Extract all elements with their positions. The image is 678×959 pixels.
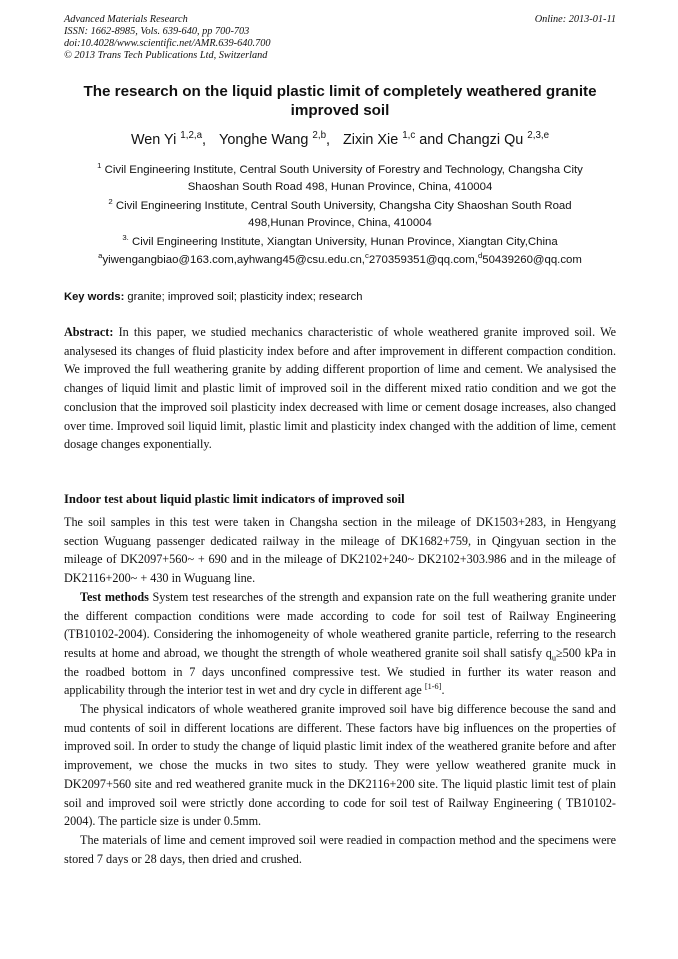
paragraph: The soil samples in this test were taken in Changsha section in the mileage of DK1503+283, in Hengyang section Wuguang passenger dedicated railway in the mileage of DK1682+759, in Qingyuan section in the mileage of DK2097+560~ + 690 and in the mileage of DK2102+240~ DK2102+303.986 and in the mileage of DK2116+200~ + 430 in Wuguang line.: [64, 515, 616, 586]
abstract: [64, 323, 616, 454]
journal-issn: ISSN: 1662-8985, Vols. 639-640, pp 700-703: [64, 26, 250, 37]
affiliation-mark: 1: [97, 161, 102, 171]
test-methods-label: Test methods: [80, 589, 149, 604]
journal-copyright: © 2013 Trans Tech Publications Ltd, Switzerland: [64, 50, 268, 61]
author-affiliation-mark: 2,3,e: [527, 130, 550, 142]
section-body: [64, 513, 616, 868]
author-affiliation-mark: 2,b: [312, 130, 327, 142]
email-text: yiwengangbiao@163.com,ayhwang45@csu.edu.cn,: [102, 254, 365, 266]
journal-header: [64, 14, 616, 62]
abstract-text: In this paper, we studied mechanics characteristic of whole weathered granite improved soil. We analysesed its changes of fluid plasticity index before and after improvement in different compaction condition. We improved the full weathering granite by adding different proportion of lime and cement. We analysised the changes of liquid limit and plastic limit of improved soil in the different mixed ratio condition and we got the conclusion that the improved soil plasticity index decreased with lime or cement dosage increases, also changed over time. Improved soil liquid limit, plastic limit and plasticity index changed with the addition of lime, cement dosage changes exponentially.: [64, 325, 617, 452]
affiliation-1: [60, 162, 620, 195]
paragraph: The materials of lime and cement improved soil were readied in compaction method and the specimens were stored 7 days or 28 days, then dried and crushed.: [64, 832, 616, 866]
email-mark: d: [477, 251, 483, 261]
online-date: Online: 2013-01-11: [534, 14, 616, 25]
email-text: 270359351@qq.com,: [368, 254, 478, 266]
paragraph-test-methods: [64, 588, 616, 700]
citation: [1-6]: [424, 682, 442, 692]
email-list: [60, 252, 620, 269]
affiliation-line: Civil Engineering Institute, Central South University of Forestry and Technology, Changsha City: [104, 164, 583, 176]
journal-doi: doi:10.4028/www.scientific.net/AMR.639-640.700: [64, 38, 271, 49]
affiliation-2: [60, 198, 620, 231]
author-name: Wen Yi: [130, 132, 177, 148]
keywords: [64, 290, 616, 305]
affiliation-line: Civil Engineering Institute, Central South University, Changsha City Shaoshan South Road: [115, 200, 572, 212]
journal-name: Advanced Materials Research: [64, 14, 188, 25]
affiliation-line: 498,Hunan Province, China, 410004: [248, 216, 432, 229]
author-name: Yonghe Wang: [219, 132, 309, 148]
author-name: Zixin Xie: [343, 132, 399, 148]
affiliation-line: Shaoshan South Road 498, Hunan Province, China, 410004: [187, 180, 493, 193]
paragraph-text: ≥500 kPa in the roadbed bottom in 7 days unconfined compressive test. We studied in further its water reason and applicability through the interior test in wet and dry cycle in different age: [64, 645, 616, 698]
affiliation-line: Civil Engineering Institute, Xiangtan University, Hunan Province, Xiangtan City,China: [131, 236, 558, 248]
author-affiliation-mark: 1,c: [402, 130, 416, 142]
paper-title: The research on the liquid plastic limit of completely weathered granite improved soil: [83, 83, 597, 119]
paragraph-text: System test researches of the strength and expansion rate on the full weathering granite under the different compaction conditions were made according to code for soil test of Railway Engineering (TB10102-2004). Considering the inhomogeneity of whole weathered granite particle, referring to the research results at home and abroad, we thought the strength of whole weathered granite soil shall satisfy q: [64, 589, 617, 660]
author-list: [60, 131, 620, 149]
affiliation-mark: 2: [108, 197, 113, 207]
journal-info: [64, 14, 616, 62]
keywords-text: granite; improved soil; plasticity index; research: [127, 291, 363, 303]
email-mark: a: [98, 251, 103, 261]
abstract-label: Abstract:: [64, 325, 114, 339]
section-heading: Indoor test about liquid plastic limit indicators of improved soil: [64, 492, 405, 506]
email-text: 50439260@qq.com: [482, 254, 582, 266]
author-name: Changzi Qu: [447, 132, 524, 148]
subscript: u: [551, 653, 556, 663]
author-separator: ,: [202, 132, 207, 148]
email-mark: c: [364, 251, 369, 261]
affiliation-3: [60, 234, 620, 251]
paragraph-text: .: [441, 683, 445, 698]
affiliation-mark: 3.: [122, 233, 129, 243]
author-affiliation-mark: 1,2,a: [180, 130, 203, 142]
paragraph: The physical indicators of whole weathered granite improved soil have big difference becouse the sand and mud contents of soil in different locations are different. These factors have big influences on the properties of improved soil. In order to study the change of liquid plastic limit index of the weathered granite before and after improvement, we chose the mucks in two sites to study. They were yellow weathered granite muck in DK2097+560 site and red weathered granite muck in the DK2116+200 site. The liquid plastic limit test of plain soil and improved soil were strictly done according to code for soil test of Railway Engineering ( TB10102-2004). The particle size is under 0.5mm.: [64, 702, 616, 829]
author-separator: ,: [326, 132, 331, 148]
author-separator: and: [415, 132, 444, 148]
keywords-label: Key words:: [64, 291, 125, 303]
